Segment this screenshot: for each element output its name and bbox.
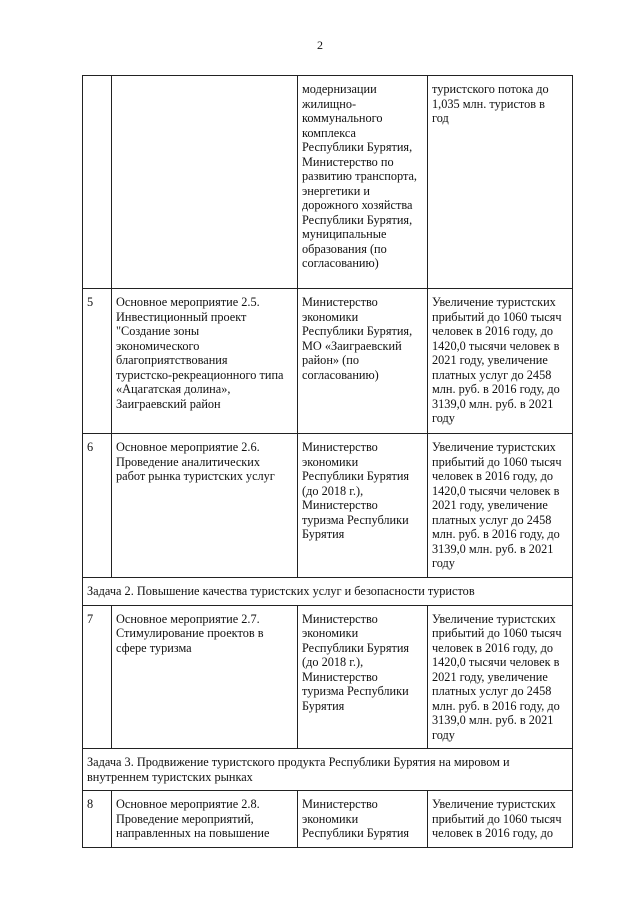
result-cell: Увеличение туристских прибытий до 1060 тысяч человек в 2016 году, до 1420,0 тысячи человек в 2021 году, увеличение платных услуг до 2458 млн. руб. в 2016 году, до 3139,0 млн. руб. в 2021 году: [428, 289, 573, 434]
row-number-cell: 6: [83, 434, 112, 578]
executors-cell: Министерство экономики Республики Бурятия (до 2018 г.), Министерство туризма Республики Бурятия: [298, 434, 428, 578]
table-row: [83, 434, 573, 578]
table-row: [83, 289, 573, 434]
task-heading-row: [83, 577, 573, 605]
result-cell: Увеличение туристских прибытий до 1060 тысяч человек в 2016 году, до 1420,0 тысячи человек в 2021 году, увеличение платных услуг до 2458 млн. руб. в 2016 году, до 3139,0 млн. руб. в 2021 году: [428, 605, 573, 749]
table-row: [83, 791, 573, 848]
executors-cell: Министерство экономики Республики Бурятия, МО «Заиграевский район» (по согласованию): [298, 289, 428, 434]
row-number-cell: 8: [83, 791, 112, 848]
task-heading-row: [83, 749, 573, 791]
event-cell: [112, 76, 298, 289]
event-cell: Основное мероприятие 2.5. Инвестиционный проект "Создание зоны экономического благоприятствования туристско-рекреационного типа «Ацагатская долина», Заиграевский район: [112, 289, 298, 434]
result-cell: Увеличение туристских прибытий до 1060 тысяч человек в 2016 году, до: [428, 791, 573, 848]
row-number-cell: 7: [83, 605, 112, 749]
executors-cell: Министерство экономики Республики Бурятия (до 2018 г.), Министерство туризма Республики Бурятия: [298, 605, 428, 749]
result-cell: Увеличение туристских прибытий до 1060 тысяч человек в 2016 году, до 1420,0 тысячи человек в 2021 году, увеличение платных услуг до 2458 млн. руб. в 2016 году, до 3139,0 млн. руб. в 2021 году: [428, 434, 573, 578]
event-cell: Основное мероприятие 2.8. Проведение мероприятий, направленных на повышение: [112, 791, 298, 848]
executors-cell: модернизации жилищно- коммунального комплекса Республики Бурятия, Министерство по развитию транспорта, энергетики и дорожного хозяйства Республики Бурятия, муниципальные образования (по согласованию): [298, 76, 428, 289]
result-cell: туристского потока до 1,035 млн. туристов в год: [428, 76, 573, 289]
executors-cell: Министерство экономики Республики Бурятия: [298, 791, 428, 848]
table-row: [83, 76, 573, 289]
page-number: 2: [317, 38, 323, 52]
task-heading: Задача 3. Продвижение туристского продукта Республики Бурятия на мировом и внутреннем туристских рынках: [83, 749, 573, 791]
task-heading: Задача 2. Повышение качества туристских услуг и безопасности туристов: [83, 577, 573, 605]
event-cell: Основное мероприятие 2.6. Проведение аналитических работ рынка туристских услуг: [112, 434, 298, 578]
event-cell: Основное мероприятие 2.7. Стимулирование проектов в сфере туризма: [112, 605, 298, 749]
row-number-cell: 5: [83, 289, 112, 434]
table-row: [83, 605, 573, 749]
program-events-table: [82, 75, 573, 848]
row-number-cell: [83, 76, 112, 289]
